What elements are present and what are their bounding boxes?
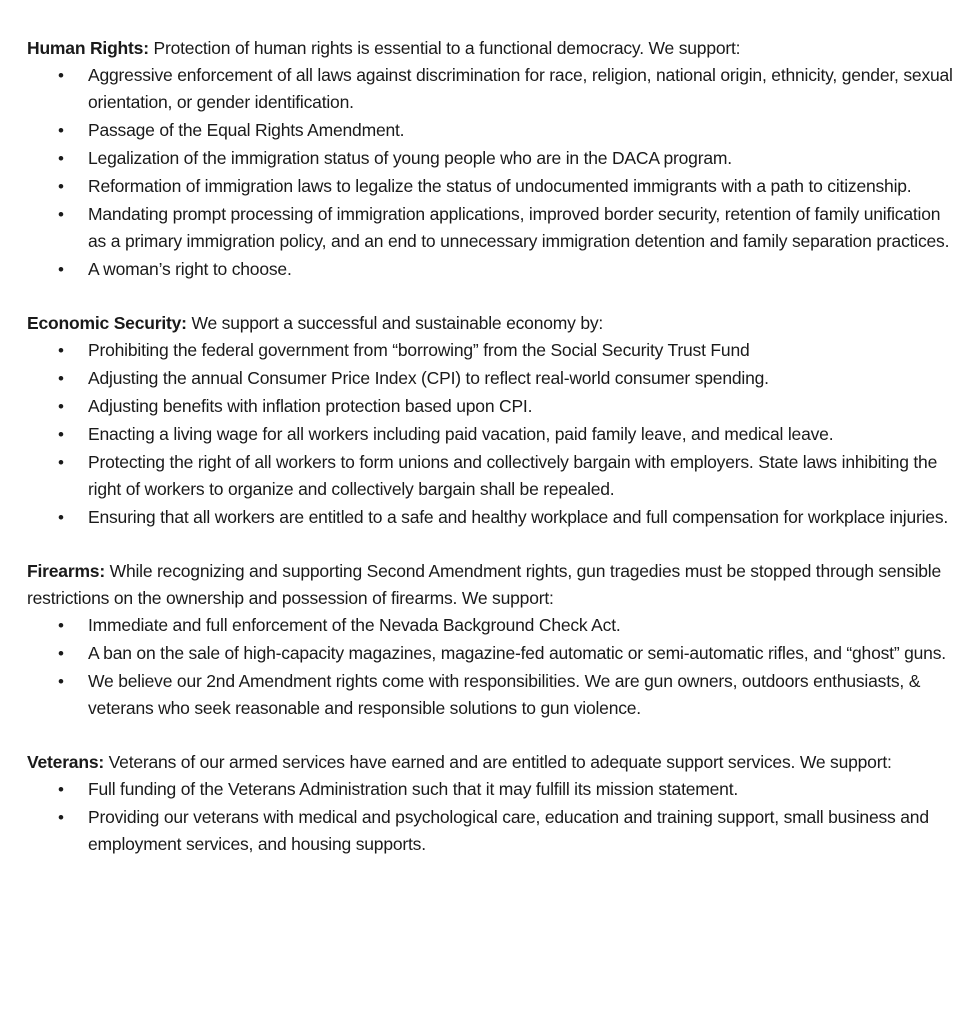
list-item-text: Legalization of the immigration status of young people who are in the DACA program. xyxy=(88,148,732,168)
list-item xyxy=(27,504,957,531)
bullet-icon: • xyxy=(58,121,64,140)
list-item xyxy=(27,804,957,858)
list-item xyxy=(27,173,957,200)
list-item xyxy=(27,776,957,803)
list-item xyxy=(27,668,957,722)
bullet-icon: • xyxy=(58,177,64,196)
bullet-icon: • xyxy=(58,808,64,827)
bullet-icon: • xyxy=(58,341,64,360)
list-item-text: Protecting the right of all workers to form unions and collectively bargain with employers. State laws inhibiting the right of workers to organize and collectively bargain shall be repealed. xyxy=(88,452,938,499)
section-intro-text: We support a successful and sustainable economy by: xyxy=(186,313,604,333)
section-intro-text: While recognizing and supporting Second Amendment rights, gun tragedies must be stopped through sensible restrictions on the ownership and possession of firearms. We support: xyxy=(27,561,942,608)
bullet-icon: • xyxy=(58,508,64,527)
section-heading: Veterans: xyxy=(27,752,104,772)
list-item-text: Mandating prompt processing of immigration applications, improved border security, retention of family unification as a primary immigration policy, and an end to unnecessary immigration detention and family separation practices. xyxy=(88,204,950,251)
bullet-icon: • xyxy=(58,672,64,691)
list-item-text: Full funding of the Veterans Administration such that it may fulfill its mission statement. xyxy=(88,779,739,799)
list-item-text: A woman’s right to choose. xyxy=(88,259,292,279)
section-intro-text: Protection of human rights is essential to a functional democracy. We support: xyxy=(148,38,741,58)
bullet-icon: • xyxy=(58,780,64,799)
list-item-text: Immediate and full enforcement of the Nevada Background Check Act. xyxy=(88,615,621,635)
bullet-icon: • xyxy=(58,616,64,635)
section-heading: Firearms: xyxy=(27,561,105,581)
section-heading: Human Rights: xyxy=(27,38,149,58)
section-intro xyxy=(27,558,957,612)
list-item-text: Prohibiting the federal government from “borrowing” from the Social Security Trust Fund xyxy=(88,340,750,360)
bullet-icon: • xyxy=(58,260,64,279)
section-firearms xyxy=(27,558,957,722)
list-item-text: Passage of the Equal Rights Amendment. xyxy=(88,120,405,140)
list-item-text: Enacting a living wage for all workers including paid vacation, paid family leave, and medical leave. xyxy=(88,424,834,444)
bullet-icon: • xyxy=(58,205,64,224)
bullet-icon: • xyxy=(58,149,64,168)
list-item xyxy=(27,421,957,448)
list-item xyxy=(27,365,957,392)
list-item-text: Aggressive enforcement of all laws against discrimination for race, religion, national origin, ethnicity, gender, sexual orientation, or gender identification. xyxy=(88,65,953,112)
bullet-icon: • xyxy=(58,66,64,85)
list-item-text: Reformation of immigration laws to legalize the status of undocumented immigrants with a path to citizenship. xyxy=(88,176,912,196)
bullet-icon: • xyxy=(58,644,64,663)
document-body xyxy=(27,35,957,885)
list-item xyxy=(27,337,957,364)
list-item-text: Adjusting benefits with inflation protection based upon CPI. xyxy=(88,396,533,416)
list-item-text: We believe our 2nd Amendment rights come with responsibilities. We are gun owners, outdoors enthusiasts, & veterans who seek reasonable and responsible solutions to gun violence. xyxy=(88,671,921,718)
list-item xyxy=(27,256,957,283)
list-item xyxy=(27,640,957,667)
list-item xyxy=(27,62,957,116)
list-item xyxy=(27,612,957,639)
list-item xyxy=(27,145,957,172)
list-item xyxy=(27,449,957,503)
bullet-icon: • xyxy=(58,369,64,388)
list-item xyxy=(27,393,957,420)
section-heading: Economic Security: xyxy=(27,313,187,333)
section-intro xyxy=(27,749,957,776)
section-human-rights xyxy=(27,35,957,283)
section-intro xyxy=(27,310,957,337)
section-economic-security xyxy=(27,310,957,531)
section-veterans xyxy=(27,749,957,858)
list-item-text: A ban on the sale of high-capacity magazines, magazine-fed automatic or semi-automatic rifles, and “ghost” guns. xyxy=(88,643,946,663)
bullet-list xyxy=(27,776,957,858)
bullet-icon: • xyxy=(58,453,64,472)
bullet-list xyxy=(27,62,957,283)
list-item-text: Adjusting the annual Consumer Price Index (CPI) to reflect real-world consumer spending. xyxy=(88,368,769,388)
section-intro-text: Veterans of our armed services have earned and are entitled to adequate support services. We support: xyxy=(104,752,892,772)
section-intro xyxy=(27,35,957,62)
bullet-list xyxy=(27,612,957,722)
bullet-icon: • xyxy=(58,397,64,416)
list-item xyxy=(27,117,957,144)
list-item-text: Ensuring that all workers are entitled to a safe and healthy workplace and full compensation for workplace injuries. xyxy=(88,507,949,527)
list-item xyxy=(27,201,957,255)
bullet-icon: • xyxy=(58,425,64,444)
bullet-list xyxy=(27,337,957,531)
list-item-text: Providing our veterans with medical and psychological care, education and training support, small business and employment services, and housing supports. xyxy=(88,807,929,854)
